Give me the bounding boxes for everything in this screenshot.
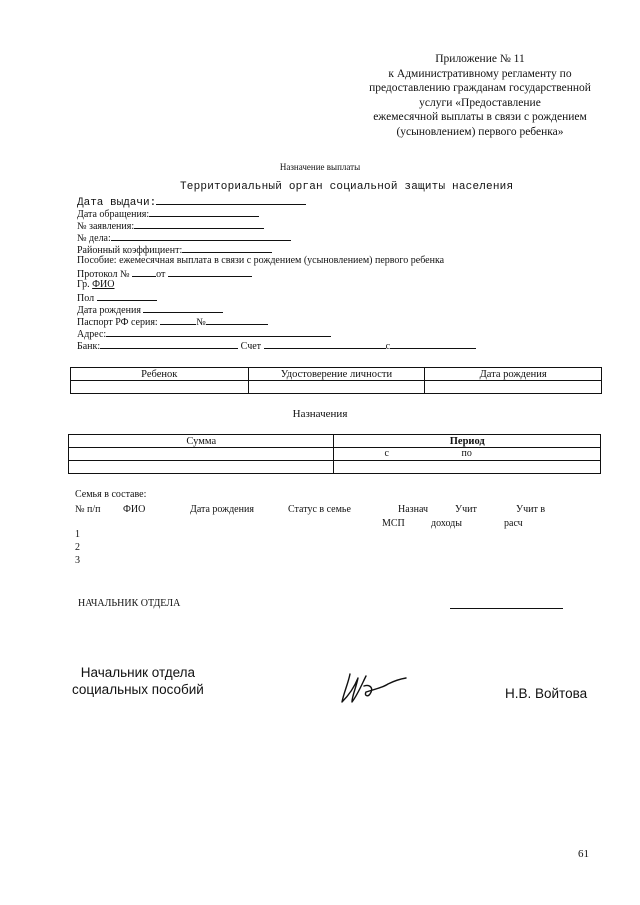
request-date-label: Дата обращения: — [77, 209, 150, 220]
child-header-child: Ребенок — [71, 368, 249, 381]
sex-label: Пол — [77, 293, 95, 304]
passport-no-line[interactable] — [206, 315, 268, 325]
family-row-number: 3 — [75, 555, 80, 566]
assignments-header — [69, 435, 601, 448]
address-label: Адрес: — [77, 329, 107, 340]
account-line[interactable] — [264, 339, 386, 349]
signer-name: Н.В. Войтова — [505, 686, 588, 701]
appendix-line: услуги «Предоставление — [419, 96, 541, 109]
family-title: Семья в составе: — [75, 489, 147, 500]
issue-date-row — [77, 195, 306, 207]
passport-series-line[interactable] — [160, 315, 196, 325]
signer-title — [72, 664, 204, 698]
application-no-line[interactable] — [134, 219, 264, 229]
bank-row — [77, 339, 476, 351]
birth-date-line[interactable] — [143, 303, 223, 313]
protocol-from-label: от — [156, 269, 166, 280]
account-c-label: с — [385, 341, 391, 352]
assign-header-period: Период — [334, 435, 601, 448]
child-birth-cell[interactable] — [425, 381, 602, 394]
table-row — [69, 461, 601, 474]
assignments-title: Назначения — [292, 408, 348, 420]
assignments-table — [68, 434, 601, 474]
appendix-line: предоставлению гражданам государственной — [369, 82, 591, 94]
family-row-number: 1 — [75, 529, 80, 540]
protocol-label: Протокол № — [77, 269, 130, 280]
family-col-birth: Дата рождения — [190, 504, 254, 515]
sex-line[interactable] — [97, 291, 157, 301]
passport-row — [77, 315, 268, 327]
assign-period-cell[interactable] — [334, 448, 601, 461]
regional-coef-row — [77, 243, 272, 255]
signer-title-line: социальных пособий — [72, 682, 204, 697]
period-to-label: по — [461, 448, 472, 459]
assign-sum-cell[interactable] — [69, 461, 334, 474]
signature-scribble — [338, 666, 410, 708]
address-row — [77, 327, 331, 339]
application-no-label: № заявления: — [77, 221, 135, 232]
assign-period-cell[interactable] — [334, 461, 601, 474]
address-line[interactable] — [106, 327, 331, 337]
family-col-status: Статус в семье — [288, 504, 351, 515]
child-table — [70, 367, 602, 394]
case-no-line[interactable] — [111, 231, 291, 241]
signer-title-line: Начальник отдела — [80, 665, 196, 680]
protocol-date-line[interactable] — [168, 267, 252, 277]
regional-coef-label: Районный коэффициент: — [77, 245, 183, 256]
child-cell[interactable] — [71, 381, 249, 394]
family-col-nazn: Назнач — [398, 504, 429, 515]
appendix-line: (усыновлением) первого ребенка» — [396, 125, 564, 138]
passport-no-label: № — [196, 317, 206, 328]
family-col-uchit: Учит — [455, 504, 477, 515]
protocol-no-line[interactable] — [132, 267, 156, 277]
family-col-rasch: расч — [504, 518, 523, 529]
organ-name: Территориальный орган социальной защиты населения — [180, 181, 514, 193]
bank-label: Банк: — [77, 341, 101, 352]
citizen-fio: ФИО — [92, 279, 115, 290]
family-row-number: 2 — [75, 542, 80, 553]
passport-label: Паспорт РФ серия: — [77, 317, 158, 328]
appendix-line: к Административному регламенту по — [388, 67, 572, 80]
application-no-row — [77, 219, 264, 231]
appendix-line: ежемесячной выплаты в связи с рождением — [373, 111, 587, 123]
child-id-cell[interactable] — [248, 381, 425, 394]
signature-line[interactable] — [450, 608, 563, 609]
regional-coef-line[interactable] — [182, 243, 272, 253]
child-header-id: Удостоверение личности — [248, 368, 425, 381]
protocol-row — [77, 267, 252, 279]
child-header-birth: Дата рождения — [425, 368, 602, 381]
account-c-line[interactable] — [390, 339, 476, 349]
citizen-row — [77, 279, 115, 291]
table-row — [69, 448, 601, 461]
family-col-uchit-v: Учит в — [516, 504, 546, 515]
assign-header-sum: Сумма — [69, 435, 334, 448]
benefit-text: Пособие: ежемесячная выплата в связи с рождением (усыновлением) первого ребенка — [77, 255, 445, 266]
family-col-no: № п/п — [75, 504, 101, 515]
bank-line[interactable] — [100, 339, 238, 349]
period-from-label: с — [384, 448, 389, 459]
sex-row — [77, 291, 157, 303]
case-no-row — [77, 231, 291, 243]
family-col-fio: ФИО — [123, 504, 146, 515]
account-label: Счет — [240, 341, 262, 352]
case-no-label: № дела: — [77, 233, 111, 244]
document-title: Назначение выплаты — [279, 162, 361, 172]
assign-sum-cell[interactable] — [69, 448, 334, 461]
benefit-row — [77, 255, 444, 267]
chief-label: НАЧАЛЬНИК ОТДЕЛА — [78, 598, 181, 609]
birth-date-row — [77, 303, 223, 315]
birth-date-label: Дата рождения — [77, 305, 141, 316]
appendix-line: Приложение № 11 — [435, 53, 525, 65]
request-date-row — [77, 207, 259, 219]
appendix-header — [330, 52, 630, 139]
issue-date-label: Дата выдачи: — [77, 197, 157, 209]
family-col-income: доходы — [431, 518, 462, 529]
citizen-prefix: Гр. — [77, 279, 90, 290]
page-number: 61 — [578, 848, 589, 860]
child-table-header — [71, 368, 602, 381]
issue-date-line[interactable] — [156, 195, 306, 205]
request-date-line[interactable] — [149, 207, 259, 217]
table-row — [71, 381, 602, 394]
family-col-msp: МСП — [382, 518, 405, 529]
